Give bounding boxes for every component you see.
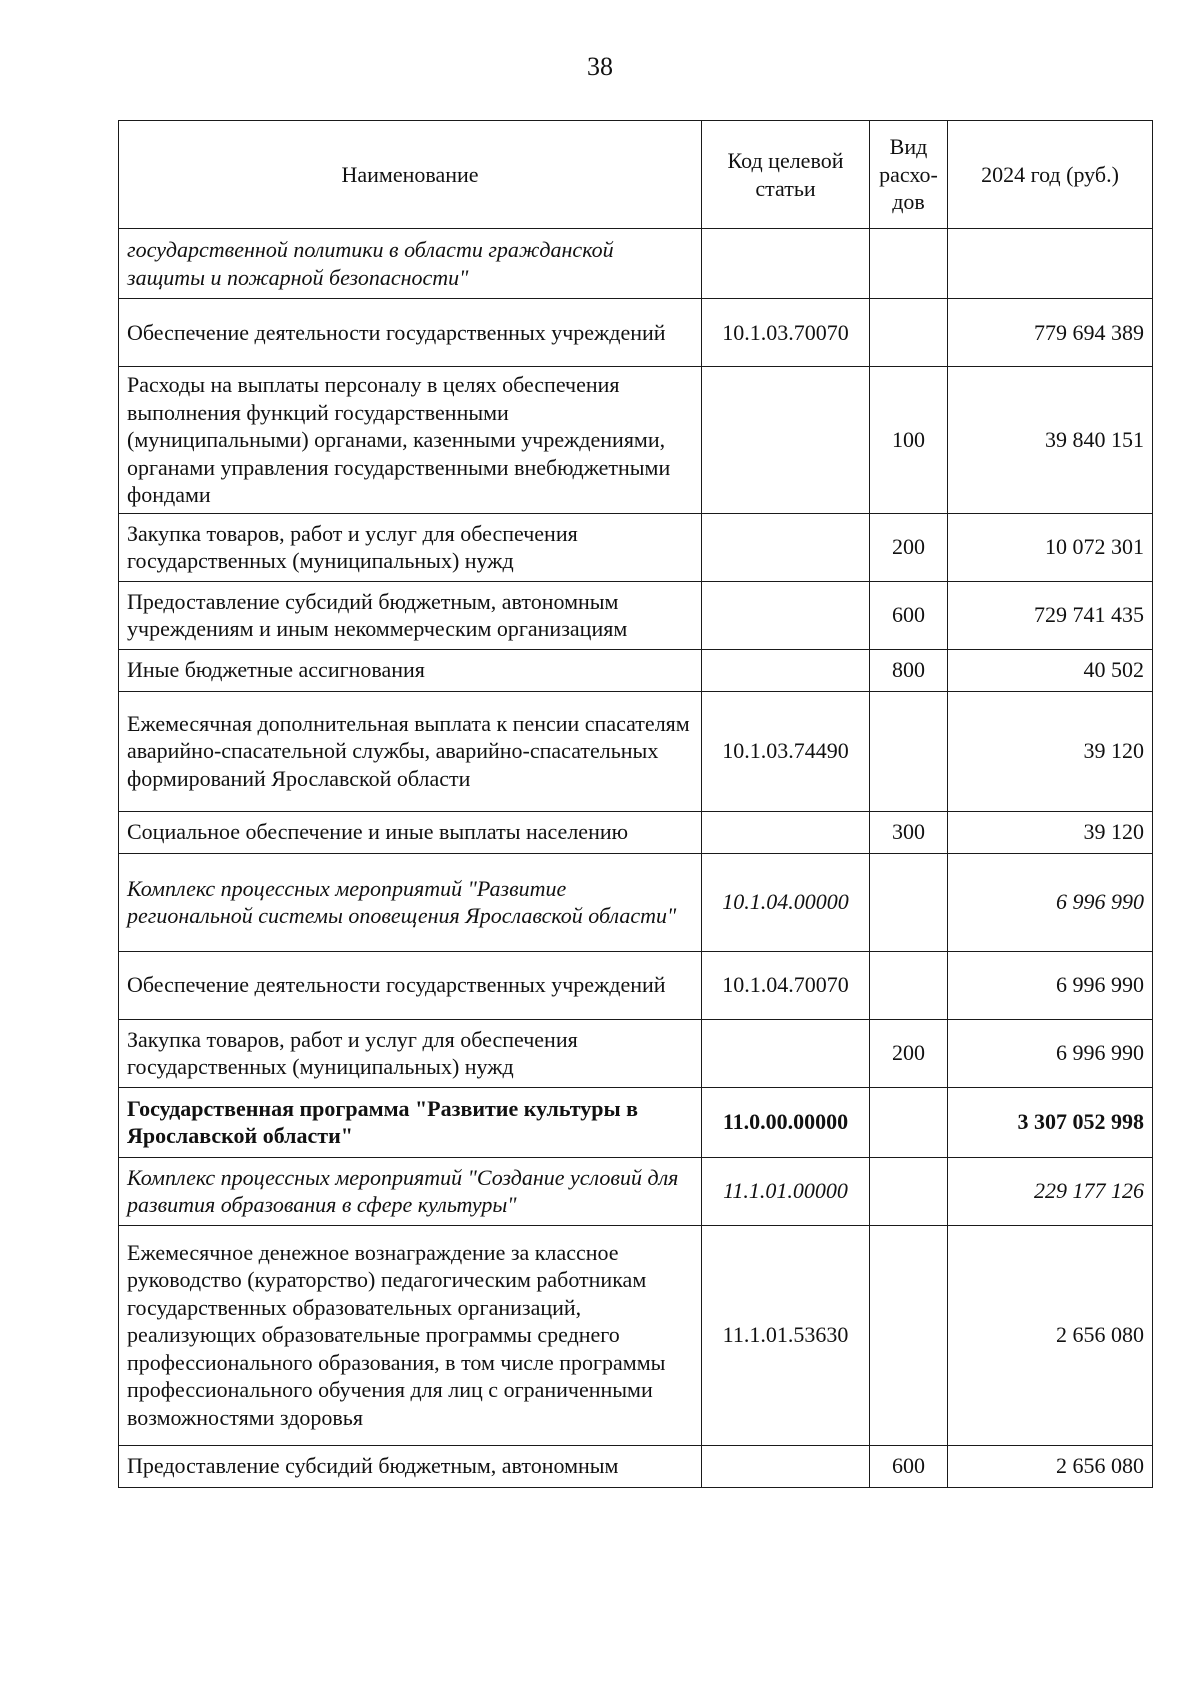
row-type: 600: [870, 581, 948, 649]
row-type: [870, 691, 948, 811]
header-amount: 2024 год (руб.): [948, 121, 1153, 229]
table-row: [119, 513, 1153, 581]
row-type: 200: [870, 1019, 948, 1087]
row-name: Социальное обеспечение и иные выплаты населению: [119, 811, 702, 853]
row-code: 11.1.01.00000: [702, 1157, 870, 1225]
row-type: 800: [870, 649, 948, 691]
table-row: [119, 951, 1153, 1019]
row-code: 10.1.04.70070: [702, 951, 870, 1019]
row-amount: 3 307 052 998: [948, 1087, 1153, 1157]
header-type: Вид расхо-дов: [870, 121, 948, 229]
row-type: 300: [870, 811, 948, 853]
row-code: 11.0.00.00000: [702, 1087, 870, 1157]
table-row: [119, 1445, 1153, 1487]
row-name: Государственная программа "Развитие культуры в Ярославской области": [119, 1087, 702, 1157]
row-name: Закупка товаров, работ и услуг для обеспечения государственных (муниципальных) нужд: [119, 1019, 702, 1087]
row-code: 10.1.03.70070: [702, 299, 870, 367]
row-type: [870, 1225, 948, 1445]
row-code: [702, 367, 870, 514]
row-amount: 39 120: [948, 691, 1153, 811]
row-name: Ежемесячная дополнительная выплата к пенсии спасателям аварийно-спасательной службы, аварийно-спасательных формирований Ярославской области: [119, 691, 702, 811]
row-type: [870, 1087, 948, 1157]
row-code: [702, 229, 870, 299]
row-amount: 229 177 126: [948, 1157, 1153, 1225]
row-type: 200: [870, 513, 948, 581]
row-amount: 6 996 990: [948, 853, 1153, 951]
row-code: 10.1.04.00000: [702, 853, 870, 951]
row-name: Ежемесячное денежное вознаграждение за классное руководство (кураторство) педагогическим работникам государственных образовательных организаций, реализующих образовательные программы среднего профессионального образования, в том числе программы профессионального обучения для лиц с ограниченными возможностями здоровья: [119, 1225, 702, 1445]
row-type: 600: [870, 1445, 948, 1487]
row-amount: 2 656 080: [948, 1445, 1153, 1487]
row-name: Расходы на выплаты персоналу в целях обеспечения выполнения функций государственными (муниципальными) органами, казенными учреждениями, органами управления государственными внебюджетными фондами: [119, 367, 702, 514]
row-type: [870, 853, 948, 951]
table-header-row: [119, 121, 1153, 229]
row-type: [870, 951, 948, 1019]
header-code: Код целевой статьи: [702, 121, 870, 229]
header-name: Наименование: [119, 121, 702, 229]
row-type: [870, 299, 948, 367]
table-row: [119, 229, 1153, 299]
row-name: Иные бюджетные ассигнования: [119, 649, 702, 691]
row-code: [702, 649, 870, 691]
row-amount: 10 072 301: [948, 513, 1153, 581]
row-amount: 6 996 990: [948, 1019, 1153, 1087]
table-row: [119, 1225, 1153, 1445]
row-name: Обеспечение деятельности государственных учреждений: [119, 299, 702, 367]
table-row: [119, 299, 1153, 367]
row-amount: 39 120: [948, 811, 1153, 853]
row-name: Комплекс процессных мероприятий "Развитие региональной системы оповещения Ярославской области": [119, 853, 702, 951]
row-amount: 2 656 080: [948, 1225, 1153, 1445]
table-row: [119, 649, 1153, 691]
row-name: Комплекс процессных мероприятий "Создание условий для развития образования в сфере культуры": [119, 1157, 702, 1225]
table-row: [119, 367, 1153, 514]
table-row: [119, 811, 1153, 853]
table-row: [119, 581, 1153, 649]
row-amount: 729 741 435: [948, 581, 1153, 649]
row-code: [702, 581, 870, 649]
row-amount: [948, 229, 1153, 299]
row-name: Предоставление субсидий бюджетным, автономным учреждениям и иным некоммерческим организациям: [119, 581, 702, 649]
row-code: [702, 1019, 870, 1087]
row-code: 10.1.03.74490: [702, 691, 870, 811]
row-amount: 779 694 389: [948, 299, 1153, 367]
row-code: [702, 1445, 870, 1487]
row-name: государственной политики в области гражданской защиты и пожарной безопасности": [119, 229, 702, 299]
table-row: [119, 1019, 1153, 1087]
row-amount: 40 502: [948, 649, 1153, 691]
row-name: Закупка товаров, работ и услуг для обеспечения государственных (муниципальных) нужд: [119, 513, 702, 581]
row-type: [870, 1157, 948, 1225]
table-row: [119, 853, 1153, 951]
row-code: [702, 513, 870, 581]
page-number: 38: [587, 52, 613, 81]
row-name: Предоставление субсидий бюджетным, автономным: [119, 1445, 702, 1487]
table-row: [119, 691, 1153, 811]
row-code: 11.1.01.53630: [702, 1225, 870, 1445]
table-row: [119, 1087, 1153, 1157]
row-type: 100: [870, 367, 948, 514]
row-code: [702, 811, 870, 853]
table-row: [119, 1157, 1153, 1225]
row-name: Обеспечение деятельности государственных учреждений: [119, 951, 702, 1019]
budget-table: [118, 120, 1153, 1488]
table-body: [119, 229, 1153, 1488]
row-type: [870, 229, 948, 299]
row-amount: 6 996 990: [948, 951, 1153, 1019]
row-amount: 39 840 151: [948, 367, 1153, 514]
